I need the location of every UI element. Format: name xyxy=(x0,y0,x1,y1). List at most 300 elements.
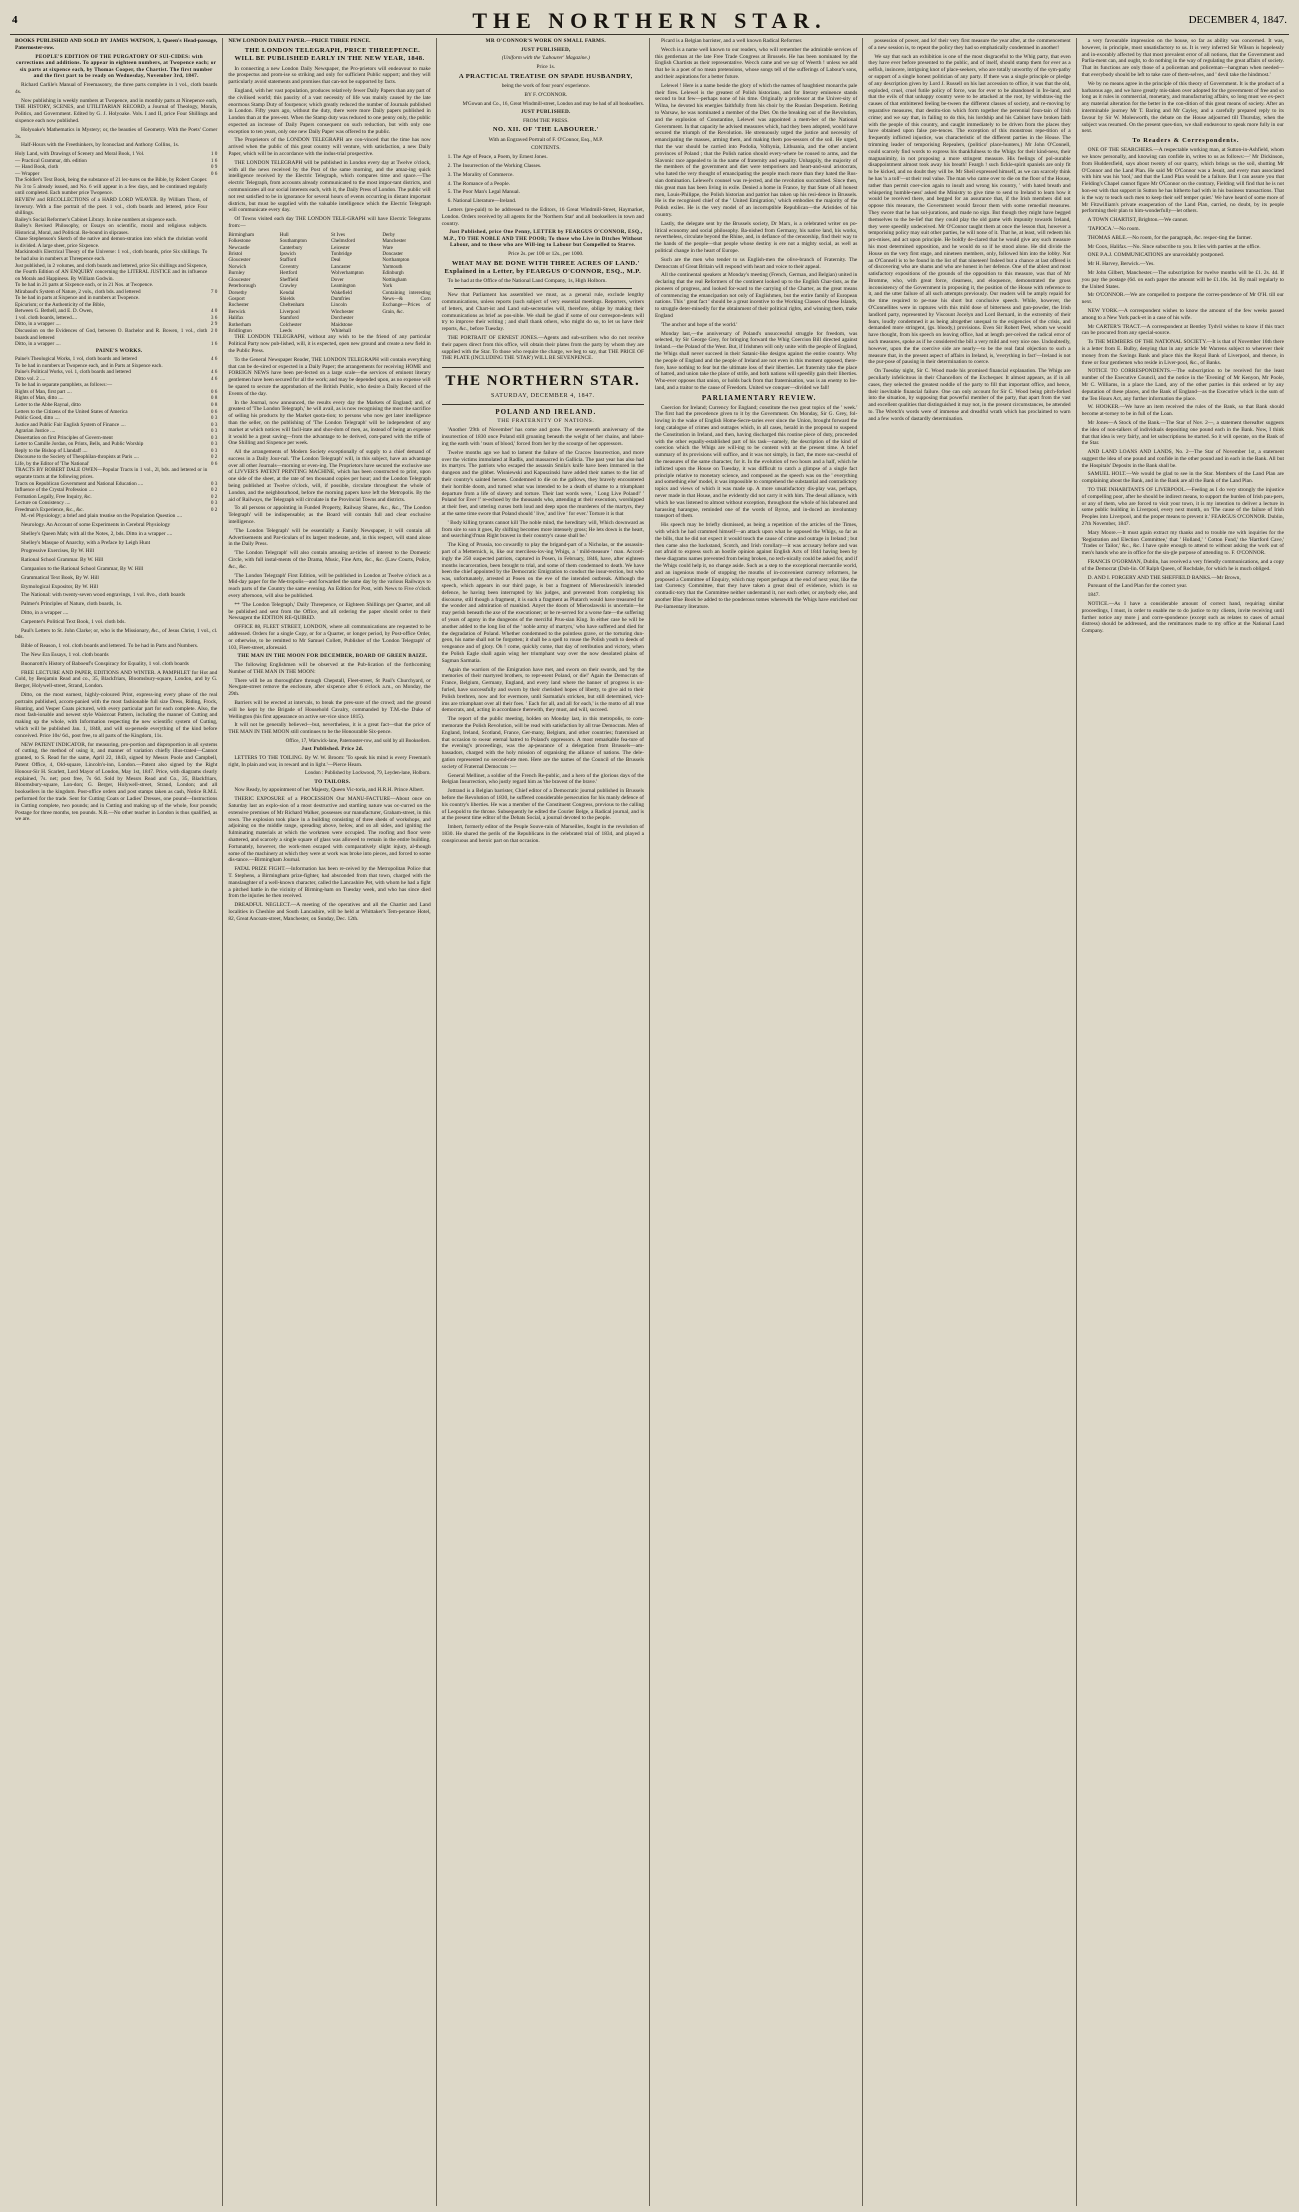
book-title: Letter to the Abbe Raynal, ditto xyxy=(15,401,81,408)
newspaper-column-col5 xyxy=(863,38,1076,2206)
book-title: Chase Stephenson's Sketch of the native and demon-stration into which the christian world is divided. A large sheet, price Sixpence. xyxy=(15,236,208,249)
town-name: Ware xyxy=(382,244,393,251)
book-price: 0 6 xyxy=(210,388,218,395)
body-paragraph: Companion to the Rational School Grammar, By W. Hill xyxy=(21,566,144,573)
town-name: Peterborough xyxy=(228,283,256,290)
town-name: Dover xyxy=(330,276,344,283)
price-row xyxy=(15,197,217,217)
body-paragraph: DREADFUL NEGLECT.—A meeting of the operatives and all the Chartist and Land localities in Cheshire and South Lancashire, will be held at Whittaker's Tem-perance Hotel, 82, Great Ancoats-street, Manchester, on Sunday, Dec. 12th. xyxy=(228,902,431,922)
body-paragraph: a very favourable impression on the house, so far as ability was concerned. It was, however, in principle, most unsatisfactory to us. It is very inferred Sir Wilson is hopelessly and in-exorably affected by that most prevalent error of all notions, that the Government and Parlia-ment can, and ought, to do nothing in the way of regulating the great affairs of society. That its functions are only those of a policeman and policeman—hangman when needed—that everybody should be left to take care of them-selves, and ' devil take the hindmost.' xyxy=(1081,38,1284,78)
town-name: Southampton xyxy=(279,238,307,245)
book-price: 0 8 xyxy=(210,401,218,408)
body-paragraph: THE LONDON TELEGRAPH, without any wish to be the friend of any particular Political Party now pub-lished, will, it is expected, open new ground and create a new field in the Public Press. xyxy=(228,334,431,354)
body-paragraph: 'The London Telegraph' will be essentially a Family Newspaper, it will contain all Advertisements and Par-ticulars of its largest moderate, and, in this respect, will stand alone in the Daily Press. xyxy=(228,527,431,548)
town-name: Shields xyxy=(279,295,295,302)
book-price: 0 3 xyxy=(210,447,218,454)
town-name: Edinburgh xyxy=(382,270,404,277)
book-price: 4 6 xyxy=(210,375,218,382)
body-paragraph: 'The London Telegraph' First Edition, will be published in London at Twelve o'clock as a Mid-day paper for the Me-tropolis—and forwarded the same day by the various Railways to reach parts of the Country the same evening. An Edition for Post, with News to Five o'clock every afternoon, will also be published. xyxy=(228,572,431,600)
body-paragraph: Shelley's Queen Mab; with all the Notes, 2, bds. Ditto in a wrapper .... xyxy=(21,530,173,537)
town-name: Burnley xyxy=(228,270,245,277)
body-paragraph: THERIC EXPOSURE of a PROCESSION Our MANU-FACTURE—About once on Saturday last an explo-sion of a most destructive and startling nature was oc-curred on the extensive premises of Mr Richard Walker, possesses our manufacturer, Graham-street, in this town. The explosion took place in a building consisting of three sheds of workshops, and adjoining on the middle range, spreading above, below, and on all sides, and igniting the fulminating materials at which the workmen were occupied. The roofing and floor were shattered, and scarcely a single square of glass was allowed to remain in the entire building. Fortunately, however, the work-men escaped with comparatively slight injury, al-though some of the machinery at which they were at work was broke into pieces, and forced to some dis-tance.—Birmingham Journal. xyxy=(228,796,431,864)
book-title: — Wrapper xyxy=(15,170,40,177)
body-paragraph: To the General Newspaper Reader, THE LONDON TELEGRAPH will contain everything that can be de-sired or expected in a Daily Paper; the arrangements for receiving HOME and FOREIGN NEWS have been per-fected on a large scale—the services of eminent literary gentlemen have been secured for all the work; and may be depended upon, as no expense will be spared to secure the approbation of the British Public, who desire a Daily Record of the Events of the day. xyxy=(228,356,431,397)
book-price: 0 3 xyxy=(210,441,218,448)
body-paragraph: His speech may be briefly dismissed, as being a repetition of the articles of the Times, with which he had crammed himself—an attack upon what he opposed the Whigs, so far as the bills, that he did not expect it would touch the cause of crime and outrage in Ireland ; but then came also the backstand, Scotch, and Irish corollary—it was accusary before and was not afraid to express such an hostile opinion against English Acts of 1844 having been by these diagrams names prevented from being broken, no tech-nically could be asked for, and if the Whigs could help it, no change aside. Such as a step to the exceptional mercantile world, and an ingenious mode of stopping the mouths of in-convenient currency reformers, he proposed a Committee of Enquiry, which may report perhaps at the end of next year, like the last Currency Committee, that they have taken a great deal of evidence, which is so contradic-tory that the Committee neither understand it, nor each other, or anybody else, and another Blue Book be added to the ponderous tomes wherewith the Whigs have enriched our Par-liamentary literature. xyxy=(654,522,858,610)
town-name: Gloucester xyxy=(228,257,251,264)
imprint-line: London : Published by Lockwood, 79, Leyden-lane, Holborn. xyxy=(304,770,431,777)
body-paragraph: THE LONDON TELEGRAPH will be published in London every day at Twelve o'clock, with all the news received by the Post of the same morning, and the amaz-ing quick intelligence received by the Electric Telegraph, which compares time and space.—The electric Telegraph, from accounts already communicated to the most impor-tant districts, and communicates all our social interests each, with it, the Daily Press of London. The public will not rest satisfied to be in ignorance for several hours of events occurring in distant important districts, but must be supplied with the valuable intelligence which the Electric Telegraph will communicate every day. xyxy=(228,159,431,214)
body-paragraph: The New Era Essays, 1 vol. cloth boards xyxy=(21,652,109,659)
book-price: 0 3 xyxy=(210,500,218,507)
body-paragraph: The following Englishmen will be observed at the Pub-lication of the forthcoming Number of THE MAN IN THE MOON: xyxy=(228,661,431,675)
book-title: Reply to the Bishop of Llandaff .... xyxy=(15,447,88,454)
body-paragraph: The report of the public meeting, holden on Monday last, in this metropolis, to com-memorate the Polish Revolution, will be read with satisfaction by all true Democrats. Men of England, Ireland, Scotland, France, Ger-many, Belgium, and other countries; fraternised at that occasion to swear eternal hatred to Poland's oppressors. A most remarkable fea-ture of the evening's proceedings, was the ap-pearance of a delegation from Brussels—am-bassadors, charged with the holy mission of organising the alliance of nations. The dele-gation represented no second-rate men. Here are the names of the Council of the Brussels society of Fraternal Democrats :— xyxy=(441,716,644,770)
body-paragraph: M.-rel Physiology; a brief and plain treatise on the Population Question .... xyxy=(21,513,183,520)
town-name: Halifax xyxy=(228,315,244,322)
town-name: Stamford xyxy=(279,315,299,322)
body-paragraph: ' Body killing tyrants cannot kill The noble mind, the hereditary will, Which downward as from sire to son it goes, By shifting becomes more intensely gross; He lets down is the heart, and searching'd'man Right bravest in their country's cause shall be.' xyxy=(441,519,644,540)
body-paragraph: 5. The Poor Man's Legal Manual. xyxy=(447,189,520,196)
book-price: 0 3 xyxy=(210,480,218,487)
body-paragraph: The Proprietors of the LONDON TELEGRAPH are con-vinced that the time has now arrived when the public of this great country will venture, with satisfaction, a new Daily Paper, which will be in accordance with the indus-trial prospective. xyxy=(228,137,431,158)
ad-line: Price 2s. per 100 or 12s., per 1000. xyxy=(508,251,584,258)
price-row xyxy=(15,328,217,341)
section-heading: POLAND AND IRELAND. xyxy=(495,407,597,416)
body-paragraph: Shelley's Masque of Anarchy, with a Preface by Leigh Hunt xyxy=(21,539,151,546)
book-price xyxy=(207,467,217,480)
body-paragraph: We say that such an exhibition is one of the most disgraceful to the Whig party, that even they have ever before presented to the public, and of itself, should stamp them for ever as a selfish, insincere, intriguing knot of place-seekers, who are totally unworthy of the sym-pathy or support of a single honest politician of any party. If there was a single principle or pledge of any description given by Lord J. Russell on his last accession to office, it was that the old, exploded, cruel, cruel futile policy of force, was for ever to be abandoned in Ire-land, and that the evils of that unhappy country were to be attacked at the root, by withdraw-ing the causes of that embittered feeling be-tween the different classes of society, and re-moving by reparative measures, that destitu-tion which form together the perennial foun-tain of Irish crime; and we say that, in failing to do this, his lordship and his Cabinet have broken faith with the people of this country, and caught immediately to be driven from the places they have obtained upon false pre-tences. The exception of this monstrous repe-tition of a frequently inflicted injustice, was characteristic of the different parties in the House. The trimming leader of temporising Repealers, (politico' place-hunters,) Mr John O'Connell, could scarcely find words to express his thankfulness to the Whigs for their kind-ness, their magnanimity, in not proposing a more stringent measure. His feelings of pol-ourable disappointment almost took away his breath! Feargh ! such fickle-spirit spaniels are only fit to be kicked, and no doubt they will be. Mr Sheil expressed himself, as we can scarcely think he has 'n a toll'—ut their real value. The man who came over to die on the floor of the House, rather than permit coer-cion again to insult and wrong his country, ' with hated breath and whispering humble-ness' asked the Ministry to give time to send to Ireland to learn how it would be received there, and begged for an assurance that, if the Irish members did not oppose this measure, the Government would favour them with some remedial measures. They swore that he has sol-jurations, and made no sign. But though they might have begged themselves to the be-lief that they could play the old game with impunity towards Ireland, they were speedily undeceived. Mr O'Connor taught them at once the lesson that, however a temporising policy may suit other parties, he will none of it. That he, at least, will redeem his pro-mises, and act upon principle. He boldly de-clared that he would give any such measure his most determined opposition, and he would do so if he stood alone. He did divide the House on the very first stage, and nineteen members, only, followed him into the lobby. Not an O'Connell is to be found in the list of that nineteen! Indeed but a chance at last offered is of discovering who are shams and who are honest in her defence. One of the ablest and most satisfactory expositions of the grounds of the opposition to this measure, was that of Mr Bromme, who, with great force, clearness, and eloquence, demonstrated the gross inconsistency of the Government in proposing it, the position of the House with reference to it, and the utter failure of all such attempts previously. Our readers will be amply repaid for the time required to pe-ruse his short but conclusive speech. While, however, the O'Connellites were in raptures with this mild dose of bitterness and gun-powder, the Irish landlord party, represented by Viscount Jocelyn and Lord Bernard, in the extremity of their fears, loudly condemned it as being altogether unequal to the exigencies of the crisis, and demanded more stringent, (gs. bloody,) provisions. Even Sir Robert Peel, whom we would have thought, from his speech on leaving office, had at length per-ceived the radical error of such measures, spoke as if he considered the bill a very mild and very nice one. Undoubtedly, however, upon the the coercive side are nearly—to be the real fatal objection to such a measure that, in the present aspect of affairs in Ireland, is, 'everything in fact'—Ireland is not the pur-pose of pausing in their determination to coerce. xyxy=(868,53,1071,366)
body-paragraph: To all persons or appointing in Funded Property, Railway Shares, &c., &c., 'The London Telegraph' will be indispensable; as the Board will contain full and clear exclusive intelligence. xyxy=(228,505,431,526)
town-name: Folkestone xyxy=(228,238,251,245)
book-title: To be had in 21 parts at Sixpence each, or in 21 Nos. at Twopence. xyxy=(15,282,154,289)
section-subheading: THE FRATERNITY OF NATIONS. xyxy=(497,418,595,425)
price-row xyxy=(15,263,217,283)
body-paragraph: Mr John Gilbert, Manchester.—The subscription for twelve months will be £1. 2s. 4d. If you pay the postage (6d. on each paper the amount will be £1.10s. 3d. By mail regularly to the United States. xyxy=(1081,269,1284,290)
body-paragraph: We by no means agree in the principle of this theory of Government. It is the product of a barbarous age, and we have greatly mis-taken over adopted for the government of free and so long as it rules in commercial, monetary, and manufacturing affairs, so long must we ex-pect any material alteration for the better in the con-dition of this great means of society. After an interminable journey Mr T. Baring and Mr Cayley, and a carefully prepared reply to its favour by Sir W. Molesworth, the debate on the House adjourned till Thursday, when the subject was resumed. On the present ques-tion, we shall endeavour to speak more fully in our next. xyxy=(1081,80,1284,135)
book-title: Rights of Man, ditto .... xyxy=(15,395,64,402)
town-name: Newcastle xyxy=(228,244,250,251)
book-title: Letters to the Citizens of the United States of America xyxy=(15,408,128,415)
ad-title: WHAT MAY BE DONE WITH THREE ACRES OF LAND.' Explained in a Letter, by FEARGUS O'CONNOR, ESQ., M.P. xyxy=(444,259,642,276)
readers-correspondents-heading: To Readers & Correspondents. xyxy=(1132,137,1240,145)
body-paragraph: NEW YORK.—A correspondent wishes to know the amount of the few weeks passed among to a New York pack-et in a case of his wife. xyxy=(1081,307,1284,321)
body-paragraph: 1. The Age of Peace, a Poem, by Ernest Jones. xyxy=(447,154,548,161)
newspaper-column-col6 xyxy=(1077,38,1289,2206)
body-paragraph: TO THE INHABITANTS OF LIVERPOOL.—Feeling as I do very strongly the injustice of compelling poor, after he should be indirect means, to support the burden of Irish pau-pers, or any of them, who are forced to visit your town, it is my intention to deliver a lecture in some public building in Liverpool, every next month, on 'The cause of the failure of Irish Peoples into Liverpool, and the proper means to prevent it.' FEARGUS O'CONNOR. Dublin, 27th November, 1847. xyxy=(1081,487,1284,528)
body-paragraph: England, with her vast population, produces relatively fewer Daily Papers than any part of the civilised world; this paucity of a vast necessity of life was mainly caused by the late enormous Stamp Duty of fourpence; which greatly reduced the number of Journals published in London. Fifty years ago, without the duty, there were more Daily papers published in London than at the pres-ent. When the Stamp duty was reduced to one penny only, the public expected an increase of Daily Papers consequent on such reduction, but with only one exception to ten years, only one new Daily Paper was offered to the public. xyxy=(228,87,431,135)
book-title: REVIEW and RECOLLECTIONS of a HARD LORD WEAVER. By William Thom, of Inverury. With a fine portrait of the poet. 1 vol., cloth boards and lettered, price Four shillings. xyxy=(15,197,208,217)
book-price: 0 3 xyxy=(210,415,218,422)
body-paragraph: Bible of Reason, 1 vol. cloth boards and lettered. To be had in Parts and Numbers. xyxy=(21,643,199,650)
column-container xyxy=(10,38,1289,2206)
book-title: Discussion on the Evidences of God, between O. Bachelor and R. Bowen, 1 vol., cloth boards and lettered xyxy=(15,327,208,341)
body-paragraph: Wecch is a name well known to our readers, who will remember the admirable services of this gentleman at the late Free Trade Congress at Brussels. He has been nominated by the English Chartists as their representative. Wecch came and we say of Weerth ! unless we add that he is a poet of no mean pretensions, whose songs tell of the sufferings of Labour's sons, and their aspirations for a better future. xyxy=(654,46,858,80)
body-paragraph: Imbert, formerly editor of the Peuple Souve-rain of Marseilles, fought in the revolution of 1830. He shared the perils of the Republicans in the celebrated trial of 1834, and played a conspicuous and heroic part on that occasion. xyxy=(441,824,644,844)
town-name: Manchester xyxy=(382,238,407,245)
body-paragraph: Of Towns visited each day THE LONDON TELE-GRAPH will have Electric Telegrams from:— xyxy=(228,216,431,230)
body-paragraph: FRANCIS O'GORMAN, Dublin, has received a very friendly communications, and a copy of the Democrat (Dub-lin. Of Ralph Queen, of Rochdale, for which he is much obliged. xyxy=(1081,559,1284,572)
book-title: Bailey's Social Reformer's Cabinet Library. In nine numbers at sixpence each. xyxy=(15,216,177,223)
price-row xyxy=(15,236,217,249)
town-name: Birmingham xyxy=(228,231,255,238)
body-paragraph: Half-Hours with the Freethinkers, by Iconoclast and Anthony Collins, 1s. xyxy=(21,142,180,149)
book-title: Letter to Camille Jordan, on Prints, Bells, and Public Worship xyxy=(15,441,144,448)
town-name: Ipswich xyxy=(279,251,296,258)
ad-subheading: THE MAN IN THE MOON FOR DECEMBER, BOARD OF GREEN BAIZE. xyxy=(237,653,428,660)
body-paragraph: Again the warriors of the Emigration have met, and sworn on their swords, and 'by the memories of their martyred brothers, to repr-esent Poland, or die!' Again the Democrats of France, Belgium, Germany, England, and every land where the banner of progress is un-furled, have successfully and sworn by their cherished hopes of liberty, to give aid to their Polish brethren, now and for evermore, until Sarmatia's stricken, but still determined, vict-ims are triumphant over all their foes. ' Each for all, and all for each,' is the motto of all true democrats, and, acting in accordance therewith, they must, and will, succeed. xyxy=(441,666,644,714)
body-paragraph: 'Another '29th of November' has come and gone. The seventeenth anniversary of the insurrection of 1830 once Poland still groaning beneath the weight of her chains, and labor-ing the earth with ' tears of blood,' forced from her by the scourge of her oppressors. xyxy=(441,427,644,448)
horizontal-rule xyxy=(454,288,632,289)
body-paragraph: 'The anchor and hope of the world.' xyxy=(660,321,738,328)
body-paragraph: Lelewel ! Here is a name beside the glory of which the names of haughtiest monarchs pale their fires. Lelewel is the greatest of Polish historians, and for literary eminence stands second to but few—perhaps none of his time. Originally a professor at the Univer-sity of Wilna, he devoted his energies faithfully from his choir by the Russian Despotism. Retiring to Warsaw, he was nominated a member of the Diet. On the breaking out of the Revolution, and the explosion of Constantine, Lelewel was appointed a mem-ber of the National Government. In that capacity he advised measures which, had they been adopted, would have secured the triumph of the Revolution. He strenuously urged the justice and necessity of emancipating the masses, arming them, and making them pos-sessors of the soil. He urged, that the war should be carried into Podolia, Volhynia, Lithuania, and the other ancient provinces of Poland ; that the Polish nation should every-where be roused to arms, and the Slavonic race appealed to in the name of fraternity and equality. Unhappily, the majority of the members of the government and diet were temporisers and heart-and-soul aristocrats, who hated the very thought of emancipating the people much more than they hated the Rus-sian domination. Lelewel's counsel was re-jected, and the revolution succumbed. Since then, this great man has been living in exile. Denied a home in France, by that State of all honest men, Louis-Philippe, the Polish historian and patriot has taken up his resi-dence in Brussels. He is the recognised chief of the ' United Emigration,' which embodies the majority of the Polish exiles. He is the very model of an incorruptible Republican—the Aristides of his country. xyxy=(654,82,858,218)
body-paragraph: Progressive Exercises, By W. Hill xyxy=(21,548,95,555)
town-name: Hull xyxy=(279,231,289,238)
body-paragraph: AND LAND LOANS AND LANDS, No. 2—The Star of November 1st, a statement suggest the idea of one pound and confide in the other pound and in each in the Bank. All but the Hospitals' Deposits in the Bank shall be. xyxy=(1081,449,1284,469)
body-paragraph: Ditto, in a wrapper .... xyxy=(21,610,69,617)
book-price-list xyxy=(15,151,217,347)
body-paragraph: To be had at the Office of the National Land Company, 1s, High Holborn. xyxy=(447,278,607,285)
book-price xyxy=(207,223,217,236)
newspaper-column-col2 xyxy=(223,38,436,2206)
body-paragraph: LETTERS TO THE TOILING. By W. W. Broom: 'To speak his mind is every Freeman's right, In plain and war, in reward and in light.'—Pierce Hearn. xyxy=(228,754,431,768)
body-paragraph: Twelve months ago we had to lament the failure of the Cracow Insurrection, and more over the victims immolated at Radlis, and massacred in Gallicia. The past year has also had its martyrs. The patriots who escaped the assassin Smila's knife have been immured in the dungeon and the gibbet. Wisniewski and Kapuszinski have added their names to the list of their country's sainted heroes. Condemned to die on the gallows, they bravely encountered their horrible doom, and turned what was intended to be a death of shame to a triumphant departure from a life of slavery and torture. Their last words were, ' Long Live Poland!' ' Poland for Ever !' re-echoed by the thousands who, attending at their execution, worshipped at their feet, and uttering curses both loud and deep upon the murderers of the martyrs, they at the same time swore that Poland should ' live,' and live ' for ever.' Torture it is that xyxy=(441,449,644,518)
body-paragraph: NOTICE.—As I have a considerable amount of correct hand, requiring similar proceedings, I must, in order to enable me to do justice to my clients, invite receiving until further notice any more j and corre-spondence (except such as relates to cases of actual distress) should be addressed, and the remittances made to my office at the National Land Company. xyxy=(1081,601,1284,635)
section-heading: PARLIAMENTARY REVIEW. xyxy=(701,393,817,402)
ad-heading: BOOKS PUBLISHED AND SOLD BY JAMES WATSON, 3, Queen's Head-passage, Paternoster-row. xyxy=(15,38,218,51)
body-paragraph: ONE P.A.J. COMMUNICATIONS are unavoidably postponed. xyxy=(1087,252,1225,259)
body-paragraph: 1847. xyxy=(1087,592,1100,599)
book-price: 0 3 xyxy=(210,434,218,441)
body-paragraph: NEW PATENT INDICATOR, for measuring, pro-portion and disproportion in all systems of cutting, the method of using it, and manner of variation chiefly illus-trated—Cannot granted, to S. Read for the same, April 22, 1843, signed by Messrs Poole and Campbell, Patent Office, 4, Old-square, Lincoln's-inn, London.—Patent also signed by the Right Honour-Sir H. Scarlett, Lord Mayor of London, May 1st, 1847. Price, with diagrams clearly explained, 7s. net; post free, 7s 6d. Sold by Messrs Read and Co., 35, Blackfriars, Bloomsbury-square, Lon-don; G. Berger, Holywell-street, Strand, London; and all booksellers in the kingdom. Post-office orders and post stamps taken as cash, Notice R.M.L performed for the trade. Sent for Cutting Coats or Ladies' Dresses, one pound—Instructions in Cutting complete, two pounds; and in Cutting and making up of the whole, four pounds; Postage for three months, ten pounds. N.B.—No other teacher in London is thus qualified, as we are. xyxy=(15,741,218,823)
body-paragraph: Coercion for Ireland; Currency for England; constitute the two great topics of the ' week.' The first had the precedence given to it by the Government. On Monday, Sir G. Grey, fol-lowing in the wake of English Home-Secre-taries ever since the Union, brought forward the long catalogue of crimes and outrages which, in all cases, herald in the proposal to suspend the Constitution in Ireland, and then, having discharged this routine piece of duty, proceeded with the other equally-established part of his task—namely, the description of the kind of coercion which the Whigs are will-ing to be content with at the present time. A brief summary of its provisions will suffice, and it was not simply, in fact, the more suc-cessful of the measures of the same character, for it. In the evolution of two hours and a half, which he inflicted upon the House on Tuesday, it was difficult to catch a glimpse of a single fact principle relative to monetary science, and composed as the speech was on the ' everything and something else' model, it was impossible to comprehend the substantial and contradictory topics and views of which it was made up. A more unsatisfactory dis-play was, perhaps, never made in that House, and he evidently did not carry it with him. The desul alliance, with which he was listened to almost without exception, throughout the whole of his laboured and harassing harangue, reminded one of the words of Byron, and in-duced an involuntary transport of them. xyxy=(654,404,858,520)
book-title: Mirabaud's System of Nature, 2 vols., cloth bds. and lettered xyxy=(15,288,141,295)
town-name: Rochester xyxy=(228,302,249,309)
book-title: Public Good, ditto .... xyxy=(15,415,60,422)
body-paragraph: To THE MEMBERS OF THE NATIONAL SOCIETY.—It is that of November 16th there is a letter from E. Bulby, denying that in any article Mr Warrens subject to wherever their money from the Savings Bank and place this the Royal Bank of Liverpool, and thence, in three or four gentlemen who reside in Liver-pool, &c., of Banks. xyxy=(1081,339,1284,366)
body-paragraph: The National: with twenty-seven wood engravings, 1 vol. 8vo., cloth boards xyxy=(21,592,186,599)
book-title: Ditto, in a wrapper .... xyxy=(15,321,61,328)
telegraph-town-list xyxy=(228,232,430,335)
body-paragraph: Mr Jones—A Stock of the Bank.—The Star of Nov. 2—, a statement thereafter suggests the idea of non-talkers of individuals depositing one pound each in the Bank. Now, I think that that idea is very fairly, and let subscriptions be started. So it will operate, on the Bank of the Star. xyxy=(1081,419,1284,447)
ad-line: FROM THE PRESS. xyxy=(523,117,569,124)
book-title: To be had in parts at Sixpence and in numbers at Twopence. xyxy=(15,295,140,302)
body-paragraph: 6. National Literature—Ireland. xyxy=(447,198,517,205)
price-row xyxy=(15,223,217,236)
town-name: Kendal xyxy=(279,289,295,296)
paper-banner xyxy=(442,367,644,404)
book-title: Just published, in 2 volumes, and cloth boards and lettered, price Six shillings and Sixpence, the Fourth Edition of AN ENQUIRY concerning the LITERAL JUSTICE and its influence on Morals and Happiness. By William Godwin. xyxy=(15,262,208,282)
book-title: — Practical Grammar, 4th. edition xyxy=(15,157,87,164)
book-price: 1 0 xyxy=(210,151,218,158)
town-name: York xyxy=(382,283,393,290)
ad-line: With an Engraved Portrait of F. O'Connor, Esq., M.P. xyxy=(488,136,604,143)
body-paragraph: Grammatical Text Book, By W. Hill xyxy=(21,574,99,581)
ad-subheading: TO TAILORS. xyxy=(314,778,351,785)
body-paragraph: W. HOOKER.—We have an item received the rules of the Bank, so that Bank should become at-torney to be in full of the Loan. xyxy=(1081,404,1284,418)
body-paragraph: Mr Coox, Halifax.—No. Since subscribe to you. It lies with parties at the office. xyxy=(1087,243,1261,250)
ad-subheading: Just Published. Price 2d. xyxy=(301,746,364,753)
town-name: Wolverhampton xyxy=(330,270,364,277)
body-paragraph: ONE OF THE SEARCHERS.—A respectable working man, at Sutton-in-Ashfield, whom we know personally, and knowing can confide in, writes to us as follows:—' Mr Dickinson, from Huddersfield, says about twenty of our quarry, which brings us the soil, shutting Mr O'Connor and the Land Plan. He said Mr O'Connor was a Jesuit, and every man associated with him was his 'tool,' and that the Land Plan would be a failure. But I can assure you that Fielding's Chapel cannot figure Mr O'Connor on the contrary, Fielding will find that he is not hon-est with that support in Sutton he has hitherto had with in his business transactions. That is the way to teach such men to keep their self temper quiet.' We have heard of some more of Mr Fitzwilliam's private exasperation of the Land Plan, carried, no doubt, by its people performing their plan to him-wonderfully—let others. xyxy=(1081,147,1284,215)
book-price: 0 3 xyxy=(210,428,218,435)
town-name: Lincoln xyxy=(330,302,347,309)
town-name: Sheffield xyxy=(279,276,299,283)
ad-title: THE LONDON TELEGRAPH, PRICE THREEPENCE. WILL BE PUBLISHED EARLY IN THE NEW YEAR, 1848. xyxy=(234,46,425,63)
book-price xyxy=(207,249,217,262)
town-name: Lancaster xyxy=(330,263,351,270)
body-paragraph: 3. The Morality of Commerce. xyxy=(447,171,514,178)
town-name: Berwick xyxy=(228,308,246,315)
book-price: 0 3 xyxy=(210,421,218,428)
town-name: Dumfries xyxy=(330,295,351,302)
book-price: 0 6 xyxy=(210,408,218,415)
town-name: Crawley xyxy=(279,283,297,290)
body-paragraph: Richard Carlile's Manual of Freemasonry, the three parts complete in 1 vol., cloth boards 4s. xyxy=(15,82,218,95)
town-name: Rotherham xyxy=(228,321,251,328)
body-paragraph: OFFICE 88, FLEET STREET, LONDON, where all communications are requested to be addressed. Orders for a single Copy, or for a Quarter, or longer period, by Post-office Order, or otherwise, to be remitted to Mr Samuel Collett, Publisher of the 'London Telegraph' of 103, Fleet-street, aforesaid. xyxy=(228,624,431,651)
book-title: Tracts on Republican Government and National Education .... xyxy=(15,480,144,487)
book-price xyxy=(207,263,217,283)
town-name: Stafford xyxy=(279,257,297,264)
body-paragraph: 'TAPIOCA.'—No room. xyxy=(1087,225,1140,232)
ad-subheading: PEOPLE'S EDITION OF THE PURGATORY OF SUI-CIDES: with corrections and additions. To appear in eighteen numbers, at Twopence each; or six parts at sixpence each, by Thomas Cooper, the Chartist. The first number and the first part to be ready on Wednesday, November 3rd, 1847. xyxy=(16,53,217,80)
book-title: Paine's Political Works, vol. 1, cloth boards and lettered xyxy=(15,369,131,376)
book-title: Lecture on Consistency .... xyxy=(15,500,71,507)
newspaper-title: THE NORTHERN STAR. xyxy=(472,8,827,33)
body-paragraph: There will be an thoroughfare through Chepstall, Fleet-street, St Paul's Churchyard, or Newgate-street remove the enclosure, after sixpence after 6 o'clock a.m., on Monday, the 29th. xyxy=(228,677,431,698)
book-title: Between G. Bethell, and E. D. Owen, xyxy=(15,308,93,315)
town-name: St Ives xyxy=(330,231,345,238)
body-paragraph: Palmer's Principles of Nature, cloth boards, 1s. xyxy=(21,601,123,608)
body-paragraph: Such are the men who tender to us English-men the olive-branch of Fraternity. The Democrats of Great Britain will respond with heart and voice to their appeal. xyxy=(654,256,858,270)
book-price: 2 9 xyxy=(210,321,218,328)
book-title: Bailey's Revised Philosophy, or Essays on scientific, moral and religious subjects. Historical, Moral, and Political. Re-bound in slipcases. xyxy=(15,223,208,236)
body-paragraph: General Mellinet, a soldier of the French Re-public, and a hero of the glorious days of the Belgian Insurrection, who justly regard him as 'the bravest of the brave.' xyxy=(441,772,644,786)
body-paragraph: Now Ready, by appointment of her Majesty, Queen Vic-toria, and H.R.H. Prince Albert. xyxy=(234,787,425,794)
book-title: Discourse to the Society of Theophilan-thropists at Paris .... xyxy=(15,454,139,461)
book-price: 0 2 xyxy=(210,487,218,494)
town-name: Cheltenham xyxy=(279,302,305,309)
body-paragraph: possession of power, and lo! their very first measure the year after, at the commencement of a new session is, to repeat the policy they had so emphatically condemned in another! xyxy=(868,38,1071,51)
book-title: Ditto vol. 2 .... xyxy=(15,375,46,382)
book-price: 0 2 xyxy=(210,454,218,461)
body-paragraph: Barriers will be erected at intervals, to break the pres-sure of the crowd; and the ground will be kept by the Brigade of Household Cavalry, commanded by T.M.-the Duke of Wellington (his first appearance on active ser-vice since 1815). xyxy=(228,699,431,720)
book-title: Ditto, in a wrapper .... xyxy=(15,341,61,348)
book-price: 1 6 xyxy=(210,341,218,348)
town-name: Leicester xyxy=(330,244,350,251)
book-title: 1 vol. cloth boards, lettered.... xyxy=(15,314,77,321)
book-title: Justice and Public Fair English System of Finance .... xyxy=(15,421,126,428)
town-name: Liverpool xyxy=(279,308,300,315)
book-price: 1 6 xyxy=(210,157,218,164)
body-paragraph: It will not be generally believed—but, nevertheless, it is a great fact—that the price of THE MAN IN THE MOON still continues to be the Honourable Six-pence. xyxy=(228,722,431,736)
town-name: Chelmsford xyxy=(330,238,356,245)
body-paragraph: D. AND I. FORGERY AND THE SHEFFIELD BANKS.—Mr Brown, xyxy=(1087,574,1241,581)
ad-subheading: MR O'CONNOR'S WORK ON SMALL FARMS. xyxy=(485,38,607,44)
town-name: Gloucester xyxy=(228,276,251,283)
ad-subheading: JUST PUBLISHED, xyxy=(520,46,571,53)
body-paragraph: SAMUEL HOLT.—We would be glad to see in the Star. Members of the Land Plan are complaining about the Bank, and in the Bank are all the Bank of the Land Plan. xyxy=(1081,471,1284,485)
body-paragraph: All the continental speakers at Monday's meeting (French, German, and Belgian) united in declaring that the real Reformers of the continent looked up to the English Char-tists, as the pioneers of progress, and looked for-ward to the carrying of the Charter, as the great means of commencing the emancipation not only of Englishmen, but the entire family of European nations. This ' great fact ' should be a great incentive to the Working Classes of these Islands, to struggle deter-minedly for the obtainment of their political rights, and winning them, make England xyxy=(654,272,858,320)
town-name: Yarmouth xyxy=(382,263,403,270)
body-paragraph: New that Parliament has assembled we must, as a general rule, exclude lengthy communications, unless reports (such subject of very essential meetings. Reporters, writers of letters, and Chart-ist and Land sub-secretaries will, therefore, oblige by making their communications as brief as pos-sible. We shall be glad if some of our correspon-dents will try to improve their writing ; and shall thank others, who might do so, to let us have their reports, &c., before Tuesday. xyxy=(441,292,644,333)
imprint-line: M'Gowan and Co., 16, Great Windmill-street, London and may be had of all booksellers. xyxy=(462,100,644,107)
ad-line: BY F. O'CONNOR. xyxy=(524,91,568,98)
town-name: Leeds xyxy=(279,327,292,334)
ad-title: NO. XII. OF 'THE LABOURER.' xyxy=(492,126,599,134)
body-paragraph: 2. The Insurrection of the Working Classes. xyxy=(447,163,542,170)
body-paragraph: Neurology. An Account of some Experiments in Cerebral Physiology xyxy=(21,522,171,529)
body-paragraph: FATAL PRIZE FIGHT.—Information has been re-ceived by the Metropolitan Police that T. Stephens, a Birmingham prize-fighter, had absconded from that town, charged with the manslaughter of a well-known character, called the Lancashire Pet, with whom he had a fight a pitched battle in the vicinity of Birming-ham on Tuesday week, and who has since died from the injuries he then received. xyxy=(228,866,431,900)
town-name: Norwich xyxy=(228,263,247,270)
body-paragraph: Pursuant of the Land Plan for the correct year. xyxy=(1087,583,1188,590)
body-paragraph: THE PORTRAIT OF ERNEST JONES.—Agents and sub-scribers who do not receive their papers direct from this office, will obtain their plates from the party by whom they are supplied with the Star. To those who require the charge, we beg to say, that THE PRICE OF THE PLATE (INCLUDING THE 'STAR') WILL BE SEVENPENCE. xyxy=(441,335,644,362)
town-name: Northampton xyxy=(382,257,410,264)
town-name: Hertford xyxy=(279,270,298,277)
ad-subheading: PAINE'S WORKS. xyxy=(95,347,143,354)
newspaper-column-col3 xyxy=(437,38,650,2206)
body-paragraph: Carpenter's Political Text Book, 1 vol. cloth bds. xyxy=(21,618,126,625)
ad-subheading: Just Published, price One Penny, LETTER by FEARGUS O'CONNOR, ESQ., M.P., TO THE NOBLE AND THE POOR; To those who Live in Ditches Without Labour, and to those who are Will-ing to Labour but Compelled to Starve. xyxy=(443,229,643,249)
town-name: Maidstone xyxy=(330,321,353,328)
book-price: 0 6 xyxy=(210,460,218,467)
body-paragraph: 4. The Romance of a People. xyxy=(447,180,510,187)
town-name: Dorsetby xyxy=(228,289,248,296)
book-title: To be had in numbers at Twopence each, and in Parts at Sixpence each. xyxy=(15,362,163,369)
book-price xyxy=(207,177,217,197)
book-price: 4 0 xyxy=(210,308,218,315)
book-title: To be had in separate pamphlets, as follows:— xyxy=(15,382,113,389)
body-paragraph: On Tuesday night, Sir C. Wood made his promised financial explanation. The Whigs are peculiarly infelicitous in their Chancellors of the Exchequer. It almost appears, as if in all cases, they selected the greatest noddle of the party to fill that important office, and hence, their inevitable financial failure. One can only account for Sir C. Wood being pitch-forked into the situation, by supposing that powerful member of the party, that apart from the vast and excellent qualities that distinguished it may not, in the present circumstances, be attended to. The Wretch's words were of immense and dreadful wrath which has proclaimed to warn and a few words of dastardly determination. xyxy=(868,368,1071,422)
book-title: Freedman's Experience, &c., &c. xyxy=(15,506,84,513)
banner-title: THE NORTHERN STAR. xyxy=(445,373,641,390)
body-paragraph: Mr O'CONNOR.—We are compelled to postpone the corres-pondence of Mr O'H. till our next. xyxy=(1081,292,1284,306)
town-name: Containing interesting News—& Corn Exchange—Prices of Grain, &c. xyxy=(382,289,431,315)
body-paragraph: The King of Prussia, too cowardly to play the brigand-part of a Nicholas, or the assassin-part of a Metternich, is, like our merciless-lov-ing Whigs, a ' mild-measure ' man. Accord-ingly the 250 suspected patriots, captured in Posen, in February, 1846, have, after eighteen months incarceration, been brought to trial, and some of them condemned to death. We have been the chief appointed by the Democratic Emigration to conduct the insur-rection, but who was, unfortunately, arrested at Posen on the eve of the intended outbreak. Although the speech, which appears in our third page, is but a fragment of Mieroslawski's intended defence, he having been interrupted by his judges, and prevented from completing his discourse, still though a fragment, it is such a fragment as Plutarch would have treasured for the wonder and admiration of mankind. Anyet the doom of Mieroslawski is uncertain—he may perish beneath the axe of the executioner; or be re-served for a worse fate—the suffering of years of agony in the dungeons of the merciful Prus-sian King. In either case he will be another added to the long list of the ' noble army of martyrs,' who have suffered and died for the degradation of Poland. Whether condemned to the pointless grave, or the torturing dun-geon, his name shall not be forgotten; it shall be a spell to rouse the Polish youth to deeds of vengeance and of glory. Oh ! come, quickly come, that day of retribution and victory, when the Polish Eagle shall again wing her triumphant way over the now desolated plains of Sagman Sarmatia. xyxy=(441,542,644,664)
newspaper-column-col1 xyxy=(10,38,223,2206)
book-price-list xyxy=(15,356,217,513)
page-number: 4 xyxy=(12,14,18,26)
book-title: Mackintosh's Electrical Theory of the Universe: 1 vol., cloth boards, price Six shillings. To be had also in numbers at Threepence each. xyxy=(15,249,208,262)
town-name: Coventry xyxy=(279,263,299,270)
town-name: Derby xyxy=(382,231,396,238)
body-paragraph: In the Journal, now announced, the results every day the Markets of England; and, of greatest of 'The London Telegraph,' he will avail, as is now recognising the most the sacrifice of selling his products by the Market quota-tion; to persons who now get later intelligence than the seller, on the publishing of 'The London Telegraph' will be independent of any market at which notices will facil-itate and shor-dom of men, as, instead of being an expense it would be a great saving—from the advantage to be derived, com-pared with the trifle of One Shilling and Sixpence per week. xyxy=(228,399,431,447)
body-paragraph: Ditto, on the most earnest, highly-coloured Print, express-ing every phase of the real portraits published, accom-panied with the most fashionable full size Dress, Riding, Frock, Hunting, and Vesper Coats pictured, with every particular part for each complete. Also, the most fash-ionable and newest style Waistcoat Pattern, including the manner of Cutting and making up the whole, with Information respecting the new scientific system of Cutting, which will be published Jan. 1, 1848, and will su-persede everything of the kind before conceived. Price 10s/ 6d., post free, to all parts of the Kingdom, 11s. xyxy=(15,692,218,739)
body-paragraph: Letters (pre-paid) to be addressed to the Editors, 16 Great Windmill-Street, Haymarket, London. Orders received by all agents for the 'Northern Star' and all booksellers in town and country. xyxy=(441,207,644,227)
book-price: 4 6 xyxy=(210,369,218,376)
book-price: 0 9 xyxy=(210,164,218,171)
body-paragraph: Rational School Grammar. By W. Hill xyxy=(21,557,104,564)
newspaper-column-col4 xyxy=(650,38,863,2206)
price-row xyxy=(15,249,217,262)
town-name: Leamington xyxy=(330,283,356,290)
body-paragraph: Lastly, the delegate sent by the Brussels society, Dr Marx, is a celebrated writer on po-litical economy and social philosophy. Ba-nished from Germany, his native land, his works, nevertheless, circulate beyond the Rhine, and, in defiance of the censorship, find their way to the hands of the people—that people whose destiny is ere not a mighty social, as well as political change in the heart of Europe. xyxy=(654,220,858,254)
book-title: Rights of Man, first part .... xyxy=(15,388,72,395)
body-paragraph: Monday last,—the anniversary of Poland's unsuccessful struggle for freedom, was selected, by Sir George Grey, for bringing forward the Whig Coercion Bill directed against Ireland.—the Poland of the West. But, if Irishmen will only unite with the people of England, the Whigs shall never succeed in their Satanic-like designs against the entire country. Why the people of England and the people of Ireland are not even in this moment opposed, there-fore, have nothing to fear but the ultimate loss of their liberties. Let fraternity take the place of hatred, and union take the place of strife, and both nations will speedily gain their liberties. Who-ever opposes that union, or holds back from that fraternisation, was is an enemy to Ire-land, and a traitor to the cause of Freedom. United we conquer—divided we fall! xyxy=(654,330,858,392)
body-paragraph: ** 'The London Telegraph,' Daily Threepence, or Eighteen Shillings per Quarter, and all be published and sent from the Office, and all ordering the paper should order to their Newsagent the EDITION RE-QUIRED. xyxy=(228,601,431,622)
town-name: Tonbridge xyxy=(330,251,352,258)
banner-date: SATURDAY, DECEMBER 4, 1847. xyxy=(491,393,595,400)
ad-line: Price 1s. xyxy=(536,63,556,70)
masthead xyxy=(10,8,1289,35)
book-price: 7 0 xyxy=(210,288,218,295)
body-paragraph: Mr H. Harvey, Berwick.—Yes. xyxy=(1087,261,1155,268)
body-paragraph: Mr CARTER'S TRACT.—A correspondent at Bentley Tydvil wishes to know if this tract can be procured from any special-source. xyxy=(1081,323,1284,337)
ad-heading: NEW LONDON DAILY PAPER.—PRICE THREE PENCE. xyxy=(228,38,371,44)
body-paragraph: 'The London Telegraph' will also contain amusing ar-ticles of interest to the Domestic Circle, with full instal-ments of the Drama, Music, Fine Arts, &c., &c. (Law Courts, Police, &c., &c. xyxy=(228,550,431,570)
town-name: Winchester xyxy=(330,308,354,315)
town-name: Bridlington xyxy=(228,327,252,334)
issue-date: DECEMBER 4, 1847. xyxy=(1188,14,1287,26)
ad-line: CONTENTS. xyxy=(531,145,561,152)
ad-subheading: JUST PUBLISHED. xyxy=(520,108,571,115)
body-paragraph: All the arrangements of Modern Society exceptionally of supply to a chief demand of success in a Daily Jour-nal. 'The London Telegraph' will, in this subject, have an advantage over all other Journals—morning or even-ing. The Proprietors have secured the exclusive use of LIVVER'S PATENT PRINTING MACHINE, which has been constructed to print, upon one side of the sheet, at the rate of ten thousand copies per hour; and the London Telegraph being published at Twelve o'clock, will, if possible, circulate throughout the whole of London, and the neighbourhood, before the morning papers have left the Metropolis. By the aid of Railways, the Telegraph will circulate in the Provincial Towns and districts. xyxy=(228,449,431,503)
body-paragraph: A TOWN CHARTIST, Brighton.—We cannot. xyxy=(1087,217,1189,224)
book-price: 4 6 xyxy=(210,356,218,363)
ad-line: being the work of four years' experience. xyxy=(501,82,590,89)
body-paragraph: Etymological Expositor, By W. Hill xyxy=(21,583,99,590)
price-row xyxy=(15,467,217,480)
town-name: Dorchester xyxy=(330,315,354,322)
book-title: Dissertation on first Principles of Govern-ment xyxy=(15,434,113,441)
book-price: 0 6 xyxy=(210,170,218,177)
body-paragraph: NOTICE TO CORRESPONDENTS.—The subscription to be received for the least number of the Executive Council, and the notice in the 'Evening' of Mr Kenyon, Mr Poole, Mr C. Williams, in a place the Land, any of the other parties in this ordered or by any deputation of these places, and the Bank of England—as the Executive which is the sum of the Ten Hours Act, any further information the place. xyxy=(1081,368,1284,402)
book-title: — Hand Book, cloth xyxy=(15,164,59,171)
book-price: 0 8 xyxy=(210,395,218,402)
price-row xyxy=(15,177,217,197)
body-paragraph: THOMAS ABLE.—No room, for the paragraph, &c. respec-ting the farmer. xyxy=(1087,234,1253,241)
ad-title: A PRACTICAL TREATISE ON SPADE HUSBANDRY, xyxy=(458,72,633,80)
book-title: TRACTS BY ROBERT DALE OWEN—Popular Tracts in 1 vol., 2l, bds. and lettered or in separate tracts at the following prices. xyxy=(15,467,208,480)
book-price: 0 2 xyxy=(210,506,218,513)
body-paragraph: Mary Moore.—It must again extract my thanks and to trouble me with inquiries for the 'Registration and Election Committee,' that ' Holland,' ' Cotton Fund,' the 'Hartford Cave,' 'Trades or Tailor,' &c., &c. I have quite enough to attend to without asking the work out of men's hands who are in office for the sin-gle purpose of attending to. F. O'CONNOR. xyxy=(1081,529,1284,557)
book-title: Life, by the Editor of 'The National' xyxy=(15,460,90,467)
town-name: Bristol xyxy=(228,251,243,258)
book-price: 3 6 xyxy=(210,314,218,321)
ad-subtitle: (Uniform with the 'Labourer' Magazine.) xyxy=(501,55,590,62)
book-title: Influence of the Crystal Profession .... xyxy=(15,487,94,494)
book-title: The Soldier's Text Book, being the substance of 21 lec-tures on the Bible, by Robert Cooper. No 3 to 5 already issued, and No. 6 will appear in a few days, and be continued regularly until completed. Each number price Twopence. xyxy=(15,177,208,197)
town-name: Whitehall xyxy=(330,327,352,334)
book-title: Holy Land, with Drawings of Scenery and Moral Book, 1 Vol. xyxy=(15,151,145,158)
town-name: Canterbury xyxy=(279,244,303,251)
imprint-line: Office, 17, Warwick-lane, Paternoster-row, and sold by all Booksellers. xyxy=(285,737,431,744)
town-name: Nottingham xyxy=(382,276,407,283)
town-name: Colchester xyxy=(279,321,302,328)
book-price: 2 0 xyxy=(210,327,218,334)
town-name: Gosport xyxy=(228,295,245,302)
body-paragraph: Jottrand is a Belgian barrister, Chief editor of a Democratic journal published in Brussels before the Revolution of 1830, he suffered considerable persecution for his manly defence of his country's liberties. He was a member of the Constituent Congress, previous to the calling of Leopold to the throne. Subsequently he edited the Courier Belge, a Radical journal, and is at the present time editor of the Debats Social, a journal devoted to the people. xyxy=(441,788,644,822)
body-paragraph: Holyoake's Mathematics in Mystery; or, the beauties of Geometry. With the Poets' Corner 3s. xyxy=(15,126,218,140)
town-name: Wakefield xyxy=(330,289,352,296)
book-price: 0 2 xyxy=(210,493,218,500)
book-title: Epicurism; or the Authenticity of the Bible, xyxy=(15,301,106,308)
book-price xyxy=(207,236,217,249)
body-paragraph: Now publishing in weekly numbers at Twopence, and in monthly parts at Ninepence each, THE HISTORY, SCENES, and UTILITARIAN RECORD, a Journal of Theology, Morals, Politics, and Government. Edited by G. J. Holyoake. Vols. I and II, price Four Shillings and sixpence each now published. xyxy=(15,97,218,125)
book-price xyxy=(207,197,217,217)
book-title: Agrarian Justice .... xyxy=(15,428,56,435)
town-name: Doncaster xyxy=(382,251,403,258)
book-title: Paine's Theological Works, 1 vol, cloth boards and lettered xyxy=(15,356,137,363)
book-title: Formation Legally, Free Inquiry, &c. xyxy=(15,493,92,500)
body-paragraph: Paul's Letters to St. John Clarke; or, who is the Missionary, &c., of Jesus Christ, 1 vol., cl. bds. xyxy=(15,627,218,641)
town-name: Deal xyxy=(330,257,341,264)
body-paragraph: In connecting a new London Daily Newspaper, the Pro-prietors will endeavour to make the prospectus and prom-ise so striking and only for sufficient Public support; and they will particularly avoid statements and promises that can-not be supported by facts. xyxy=(228,65,431,86)
body-paragraph: Picard is a Belgian barrister, and a well known Radical Reformer. xyxy=(660,38,803,44)
body-paragraph: FREE LECTURE AND PAPER, EDITIONS AND WINTER. A PAMPHLET for Hot and Cold, by Benjamin Read and co., 35, Blackfriars, Bloomsbury-square, London, and by G. Berger, Holywell-street, Strand, London. xyxy=(15,669,218,690)
body-paragraph: Buonarotti's History of Baboeuf's Conspiracy for Equality, 1 vol. cloth boards xyxy=(21,660,189,667)
